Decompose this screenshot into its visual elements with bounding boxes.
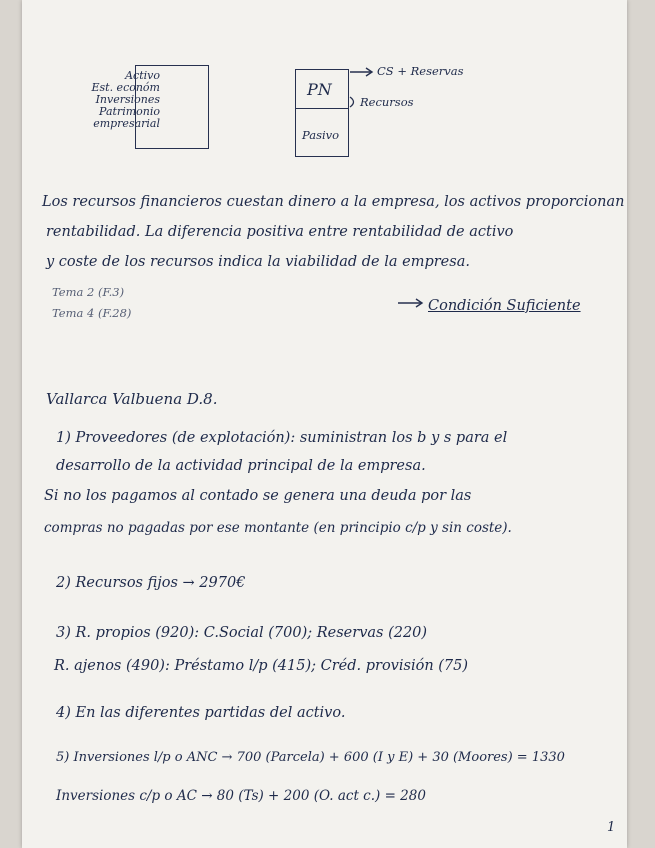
- item-1-line-2: desarrollo de la actividad principal de la empresa.: [56, 458, 426, 474]
- paragraph-line-3: y coste de los recursos indica la viabilidad de la empresa.: [46, 254, 470, 270]
- paragraph-line-2: rentabilidad. La diferencia positiva entre rentabilidad de activo: [46, 224, 514, 240]
- paragraph-line-1: Los recursos financieros cuestan dinero a la empresa, los activos proporcionan: [42, 194, 625, 210]
- recursos-label: Recursos: [360, 95, 414, 109]
- label-est-econom: Est. económ: [91, 81, 160, 94]
- item-2: 2) Recursos fijos → 2970€: [56, 575, 246, 591]
- pn-arrow-text: CS + Reservas: [377, 64, 464, 78]
- condicion-arrow: [397, 297, 425, 309]
- item-3-line-2: R. ajenos (490): Préstamo l/p (415); Créd. provisión (75): [54, 658, 469, 674]
- item-1-line-3: Si no los pagamos al contado se genera una deuda por las: [44, 488, 472, 504]
- label-inversiones: Inversiones: [95, 93, 160, 106]
- pasivo-label: Pasivo: [302, 128, 340, 142]
- notebook-page: [22, 0, 627, 848]
- label-patrimonio: Patrimonio: [99, 105, 160, 118]
- item-5-line-2: Inversiones c/p o AC → 80 (Ts) + 200 (O. act c.) = 280: [56, 788, 426, 804]
- label-empresarial: empresarial: [93, 117, 160, 130]
- pn-arrow: [349, 66, 375, 78]
- recursos-bracket: [349, 95, 361, 109]
- ref-tema-4: Tema 4 (F.28): [52, 306, 132, 320]
- item-3-line-1: 3) R. propios (920): C.Social (700); Reservas (220): [56, 625, 428, 641]
- condicion-suficiente: Condición Suficiente: [428, 298, 581, 314]
- pn-label: PN: [307, 80, 332, 99]
- item-5-line-1: 5) Inversiones l/p o ANC → 700 (Parcela) + 600 (I y E) + 30 (Moores) = 1330: [56, 750, 565, 765]
- ref-tema-2: Tema 2 (F.3): [52, 285, 125, 299]
- label-activo: Activo: [125, 69, 160, 82]
- item-1-line-1: 1) Proveedores (de explotación): suministran los b y s para el: [56, 430, 508, 446]
- page-number: 1: [607, 820, 616, 835]
- pn-divider: [295, 108, 349, 109]
- item-4: 4) En las diferentes partidas del activo.: [56, 705, 346, 721]
- author-name: Vallarca Valbuena D.8.: [46, 390, 218, 408]
- item-1-line-4: compras no pagadas por ese montante (en principio c/p y sin coste).: [44, 520, 512, 536]
- activo-box: [135, 65, 209, 149]
